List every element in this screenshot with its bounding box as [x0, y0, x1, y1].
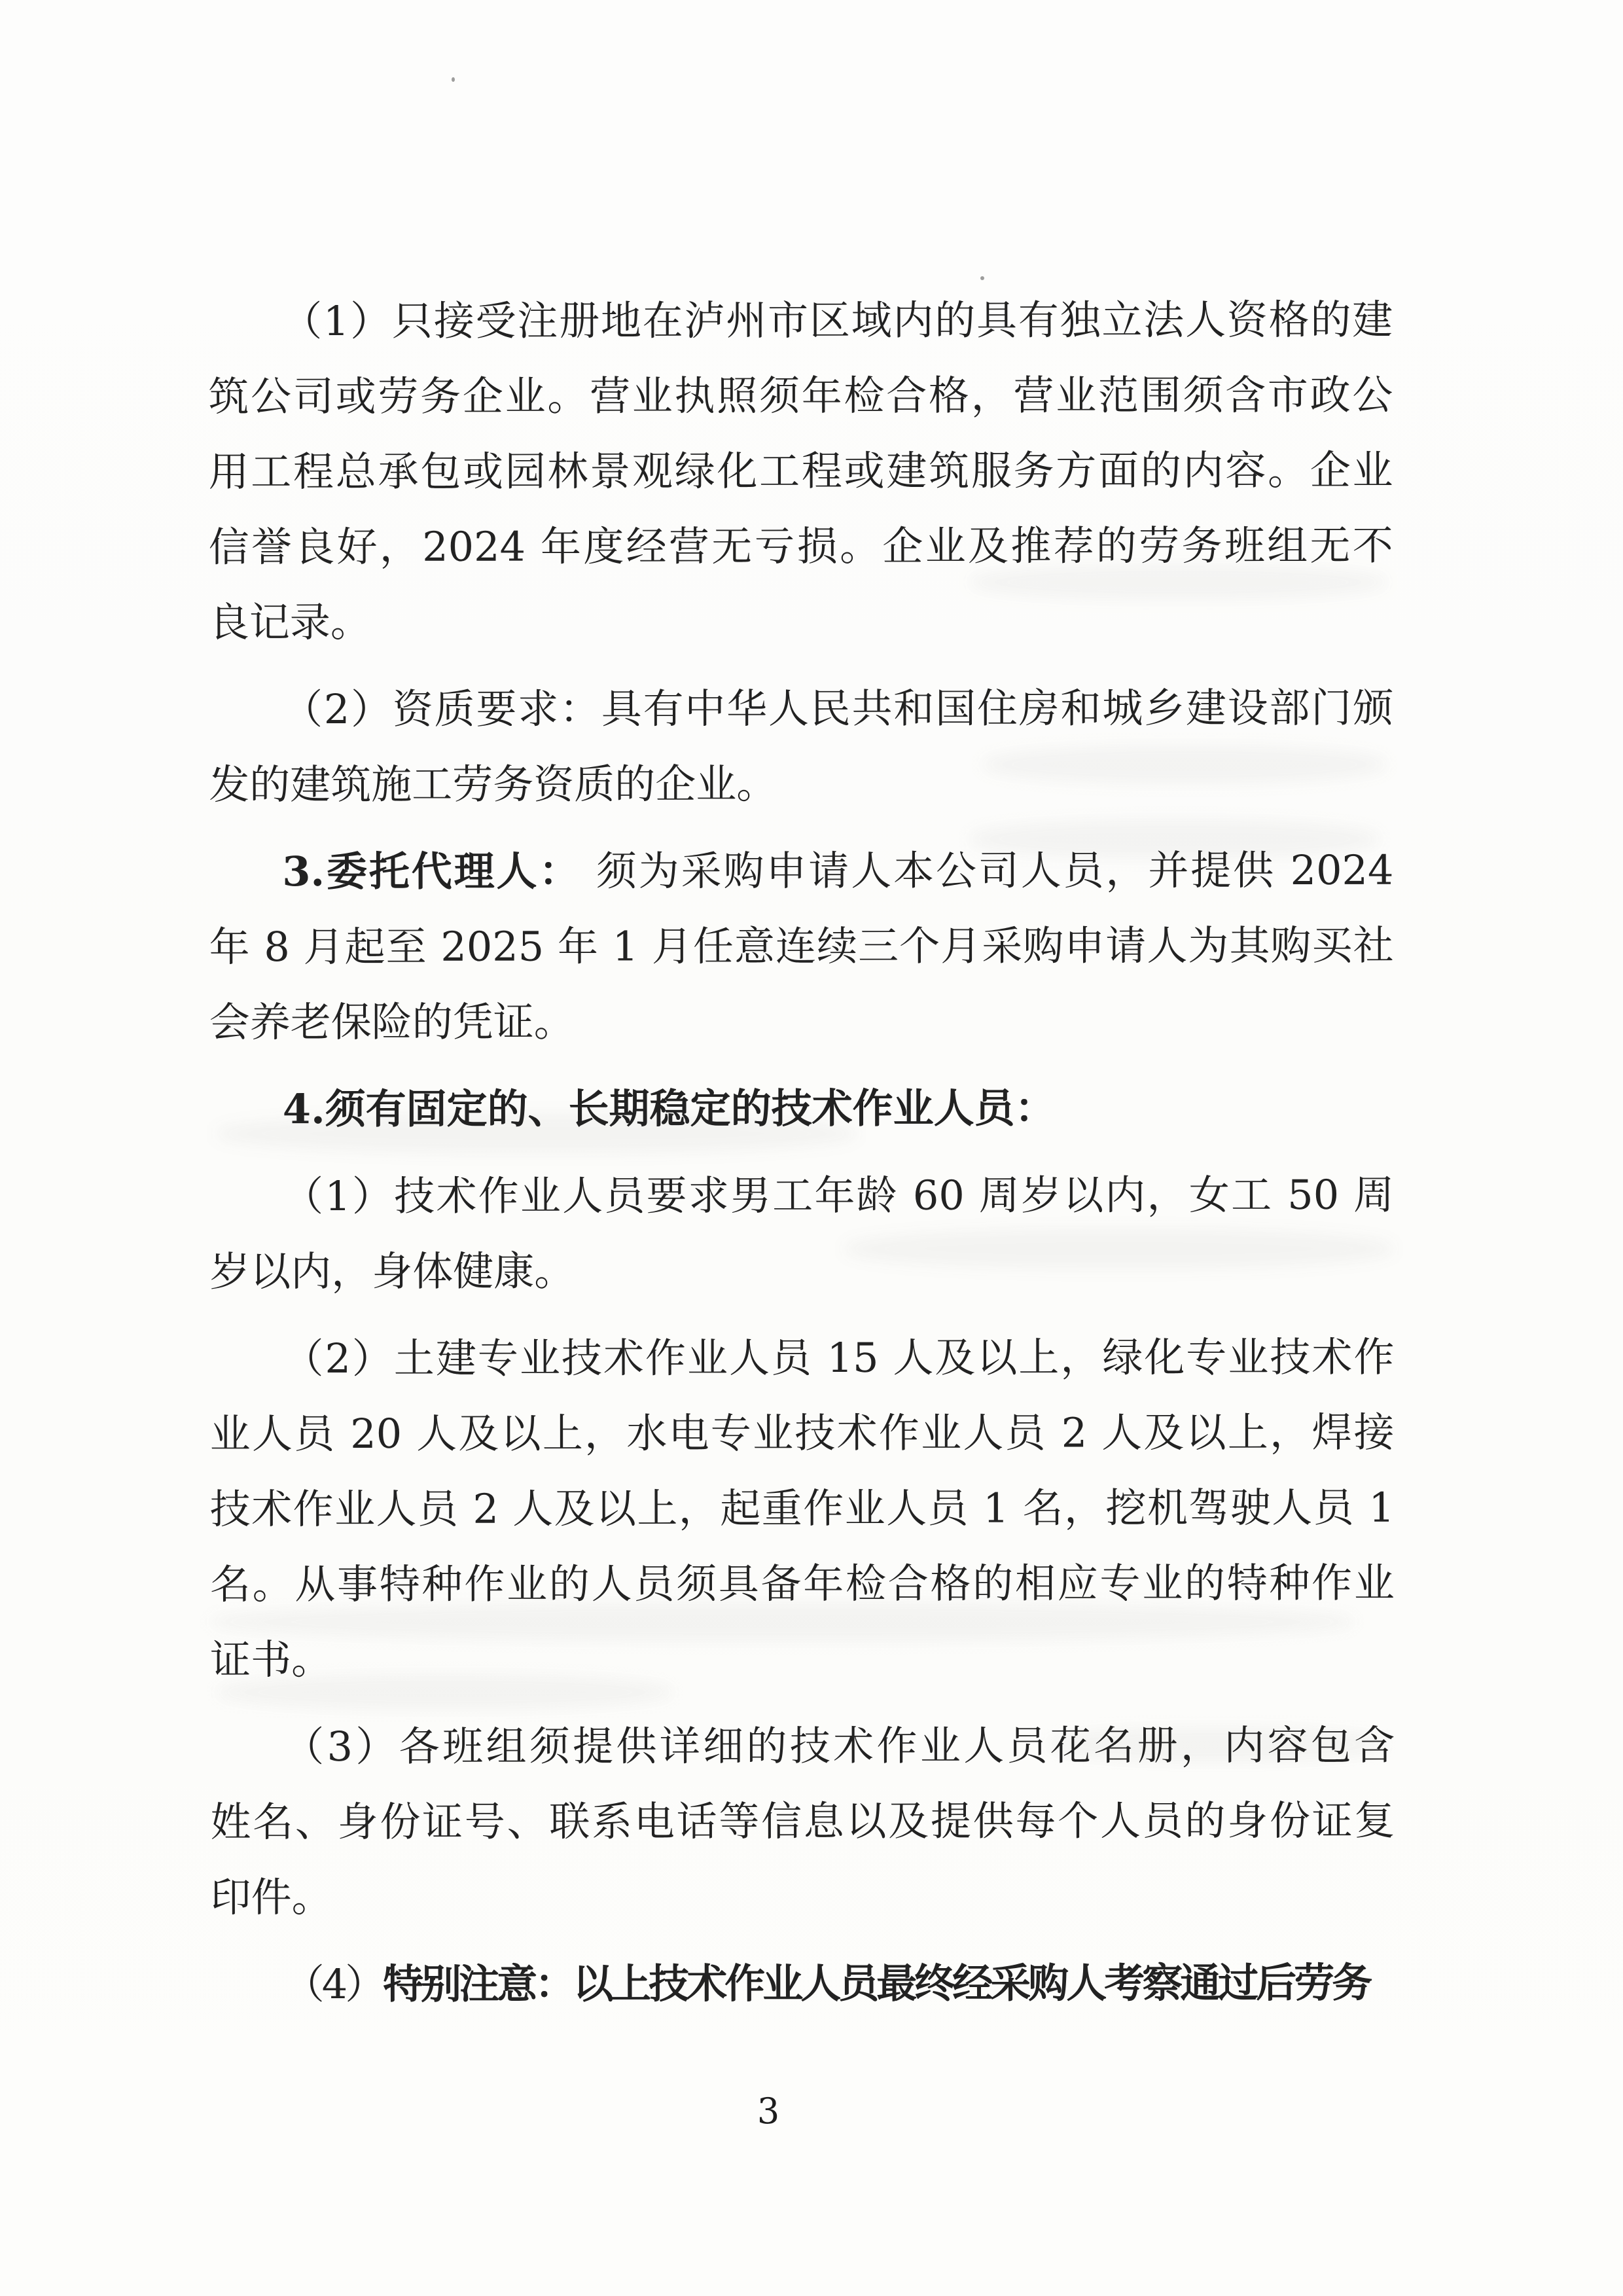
- text-line: [208, 357, 1393, 435]
- paragraph: [210, 1708, 1395, 1935]
- body-text: 须为采购申请人本公司人员，并提供 2024: [581, 846, 1394, 895]
- body-text: 业人员 20 人及以上，水电专业技术作业人员 2 人及以上，焊接: [209, 1408, 1395, 1458]
- text-line: [209, 745, 1393, 823]
- body-text: 信誉良好，2024 年度经营无亏损。企业及推荐的劳务班组无不: [208, 521, 1393, 571]
- text-line: [210, 1708, 1395, 1785]
- body-text: 良记录。: [208, 598, 371, 647]
- text-line: [210, 1783, 1395, 1860]
- body-text: 发的建筑施工劳务资质的企业。: [209, 760, 777, 809]
- paragraph: [209, 1070, 1394, 1147]
- body-text: （4）: [283, 1960, 383, 2009]
- bold-text: 4.须有固定的、长期稳定的技术作业人员：: [282, 1084, 1056, 1134]
- body-text: 用工程总承包或园林景观绿化工程或建筑服务方面的内容。企业: [208, 446, 1393, 496]
- text-line: [210, 1621, 1395, 1698]
- bold-text: 特别注意：: [383, 1960, 573, 2008]
- body-text: （2）资质要求：具有中华人民共和国住房和城乡建设部门颁: [281, 683, 1394, 734]
- text-line: [210, 1545, 1395, 1623]
- text-line: [208, 282, 1393, 359]
- text-line: [209, 583, 1393, 660]
- scan-speck: [980, 276, 984, 280]
- text-line: [209, 670, 1393, 747]
- body-text: 证书。: [210, 1636, 332, 1684]
- body-text: （2）土建专业技术作业人员 15 人及以上，绿化专业技术作: [283, 1333, 1395, 1383]
- text-line: [211, 1945, 1395, 2022]
- page-number: 3: [757, 2090, 780, 2132]
- paragraph: [208, 282, 1393, 660]
- body-text: （3）各班组须提供详细的技术作业人员花名册，内容包含: [283, 1721, 1395, 1771]
- text-line: [209, 508, 1393, 585]
- body-text: （1）技术作业人员要求男工年龄 60 周岁以内，女工 50 周: [283, 1170, 1395, 1221]
- text-line: [209, 983, 1394, 1060]
- body-text: 筑公司或劳务企业。营业执照须年检合格，营业范围须含市政公: [208, 370, 1393, 421]
- text-line: [210, 1858, 1395, 1935]
- body-text: （1）只接受注册地在泸州市区域内的具有独立法人资格的建: [281, 295, 1393, 346]
- text-line: [209, 1232, 1394, 1310]
- bold-text: 以上技术作业人员最终经采购人考察通过后劳务: [573, 1958, 1370, 2008]
- body-text: 技术作业人员 2 人及以上，起重作业人员 1 名，挖机驾驶人员 1: [209, 1483, 1395, 1534]
- document-text: [208, 282, 1395, 2034]
- paragraph: [209, 1319, 1395, 1698]
- body-text: 印件。: [210, 1873, 332, 1922]
- text-line: [209, 1070, 1394, 1147]
- text-line: [209, 833, 1393, 910]
- bold-text: 3.委托代理人：: [282, 847, 582, 896]
- text-line: [209, 1319, 1394, 1397]
- body-text: 姓名、身份证号、联系电话等信息以及提供每个人员的身份证复: [210, 1796, 1395, 1846]
- body-text: 名。从事特种作业的人员须具备年检合格的相应专业的特种作业: [209, 1558, 1395, 1609]
- text-line: [208, 433, 1393, 510]
- text-line: [209, 908, 1393, 985]
- text-line: [210, 1470, 1395, 1547]
- body-text: 年 8 月起至 2025 年 1 月任意连续三个月采购申请人为其购买社: [209, 921, 1394, 971]
- scan-speck: [452, 77, 455, 82]
- text-line: [210, 1395, 1395, 1472]
- text-line: [209, 1157, 1394, 1234]
- paragraph: [209, 833, 1393, 1060]
- paragraph: [209, 1157, 1394, 1310]
- paragraph: [211, 1945, 1395, 2022]
- body-text: 岁以内，身体健康。: [209, 1247, 575, 1296]
- body-text: 会养老保险的凭证。: [209, 997, 575, 1047]
- paragraph: [209, 670, 1393, 823]
